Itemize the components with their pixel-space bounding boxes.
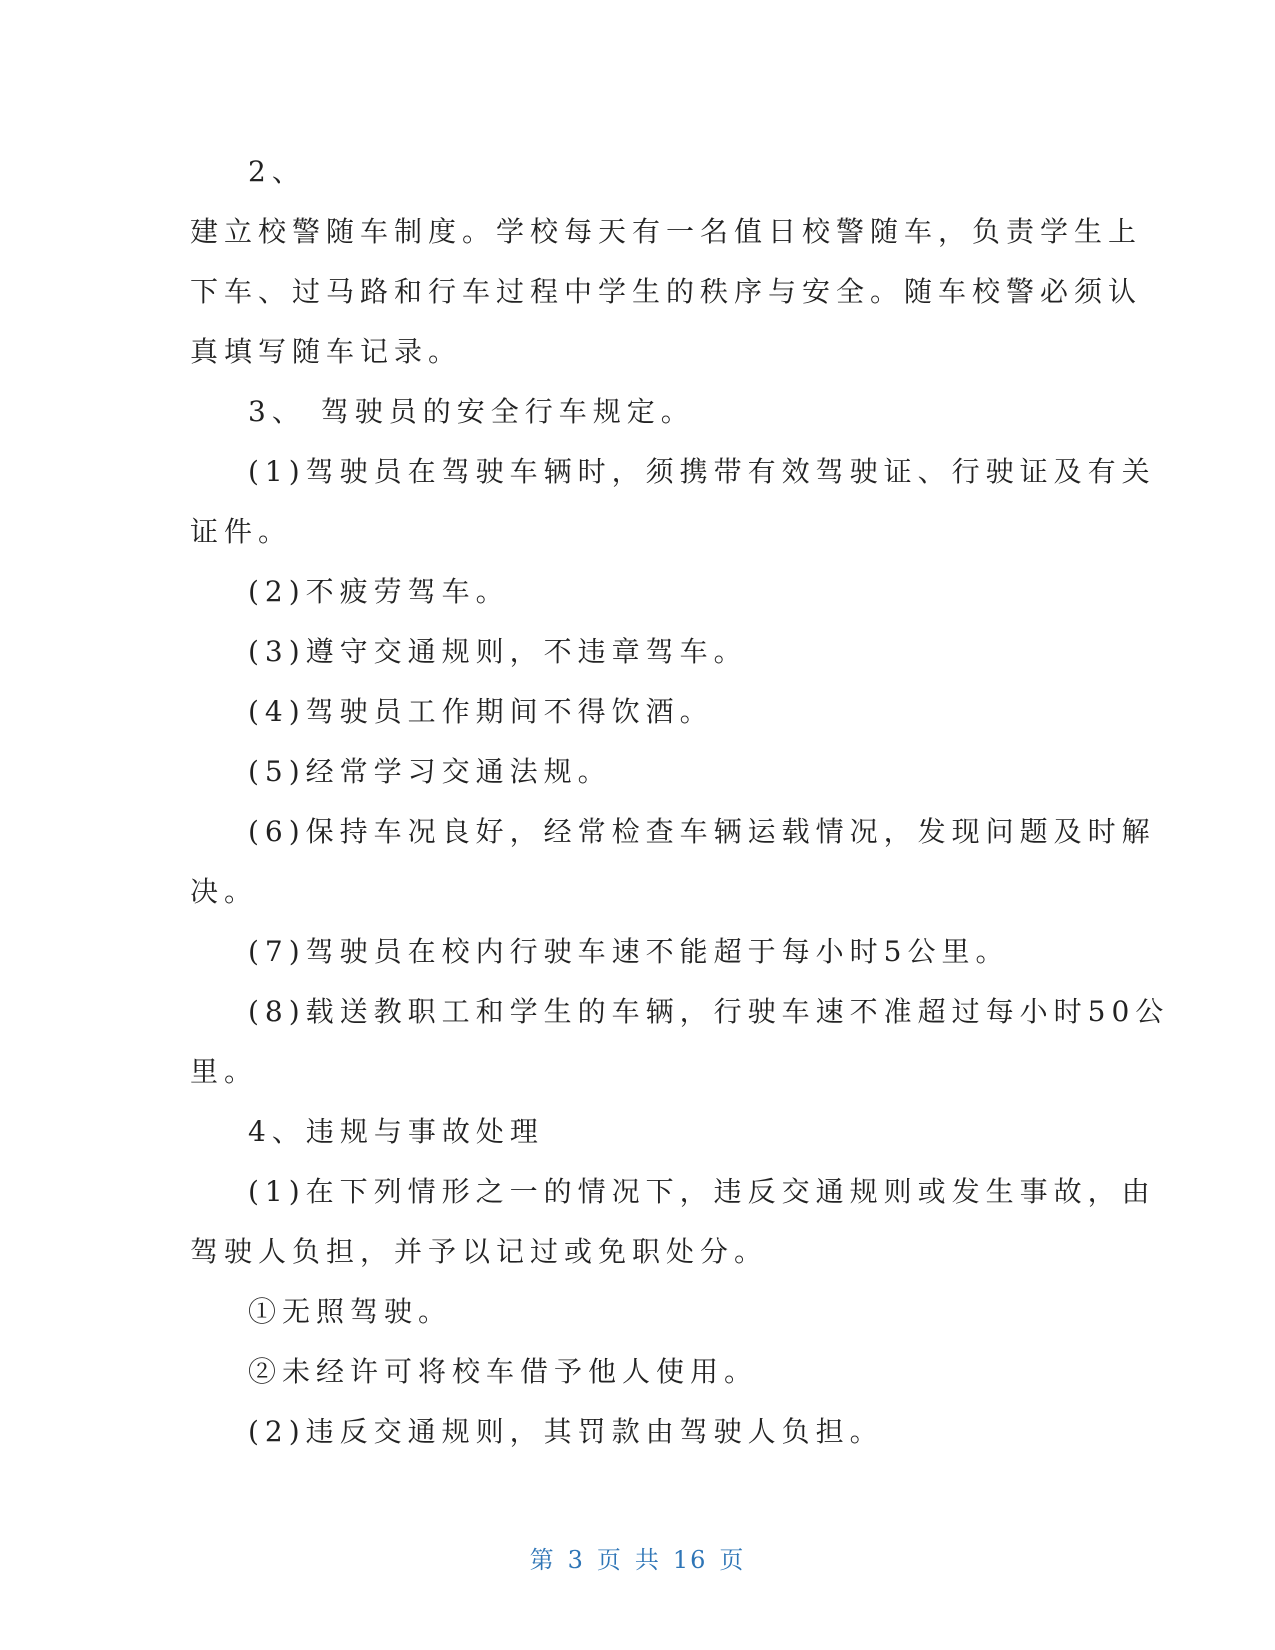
document-body <box>190 142 1170 1462</box>
footer-total-label: 共 <box>634 1546 661 1574</box>
list-item-3: (3)遵守交通规则，不违章驾车。 <box>248 635 748 668</box>
paragraph-line: 里。 <box>190 1055 259 1088</box>
paragraph-line: 真填写随车记录。 <box>190 335 463 368</box>
footer-total-unit: 页 <box>719 1546 746 1574</box>
list-item-2: (2)不疲劳驾车。 <box>248 575 510 608</box>
paragraph-line: 建立校警随车制度。学校每天有一名值日校警随车，负责学生上 <box>190 215 1143 248</box>
list-item-2: (2)违反交通规则，其罚款由驾驶人负担。 <box>248 1415 884 1448</box>
list-item-1: (1)驾驶员在驾驶车辆时，须携带有效驾驶证、行驶证及有关 <box>248 455 1156 488</box>
section-heading-4: 4、违规与事故处理 <box>248 1115 544 1148</box>
footer-page-label: 第 <box>529 1546 556 1574</box>
page-footer <box>0 1540 1275 1575</box>
list-item-7: (7)驾驶员在校内行驶车速不能超于每小时5公里。 <box>248 935 1010 968</box>
list-item-6: (6)保持车况良好，经常检查车辆运载情况，发现问题及时解 <box>248 815 1156 848</box>
footer-page-unit: 页 <box>596 1546 623 1574</box>
list-item-1: (1)在下列情形之一的情况下，违反交通规则或发生事故，由 <box>248 1175 1156 1208</box>
list-item-4: (4)驾驶员工作期间不得饮酒。 <box>248 695 714 728</box>
list-item-8: (8)载送教职工和学生的车辆，行驶车速不准超过每小时50公 <box>248 995 1170 1028</box>
paragraph-line: 证件。 <box>190 515 293 548</box>
sub-item-2: ②未经许可将校车借予他人使用。 <box>248 1355 759 1388</box>
sub-item-1: ①无照驾驶。 <box>248 1295 453 1328</box>
paragraph-line: 下车、过马路和行车过程中学生的秩序与安全。随车校警必须认 <box>190 275 1143 308</box>
section-heading-2: 2、 <box>248 155 306 188</box>
list-item-5: (5)经常学习交通法规。 <box>248 755 612 788</box>
footer-current-page: 3 <box>567 1546 585 1574</box>
paragraph-line: 决。 <box>190 875 259 908</box>
footer-total-pages: 16 <box>672 1546 708 1574</box>
section-heading-3: 3、 驾驶员的安全行车规定。 <box>248 395 695 428</box>
paragraph-line: 驾驶人负担，并予以记过或免职处分。 <box>190 1235 769 1268</box>
